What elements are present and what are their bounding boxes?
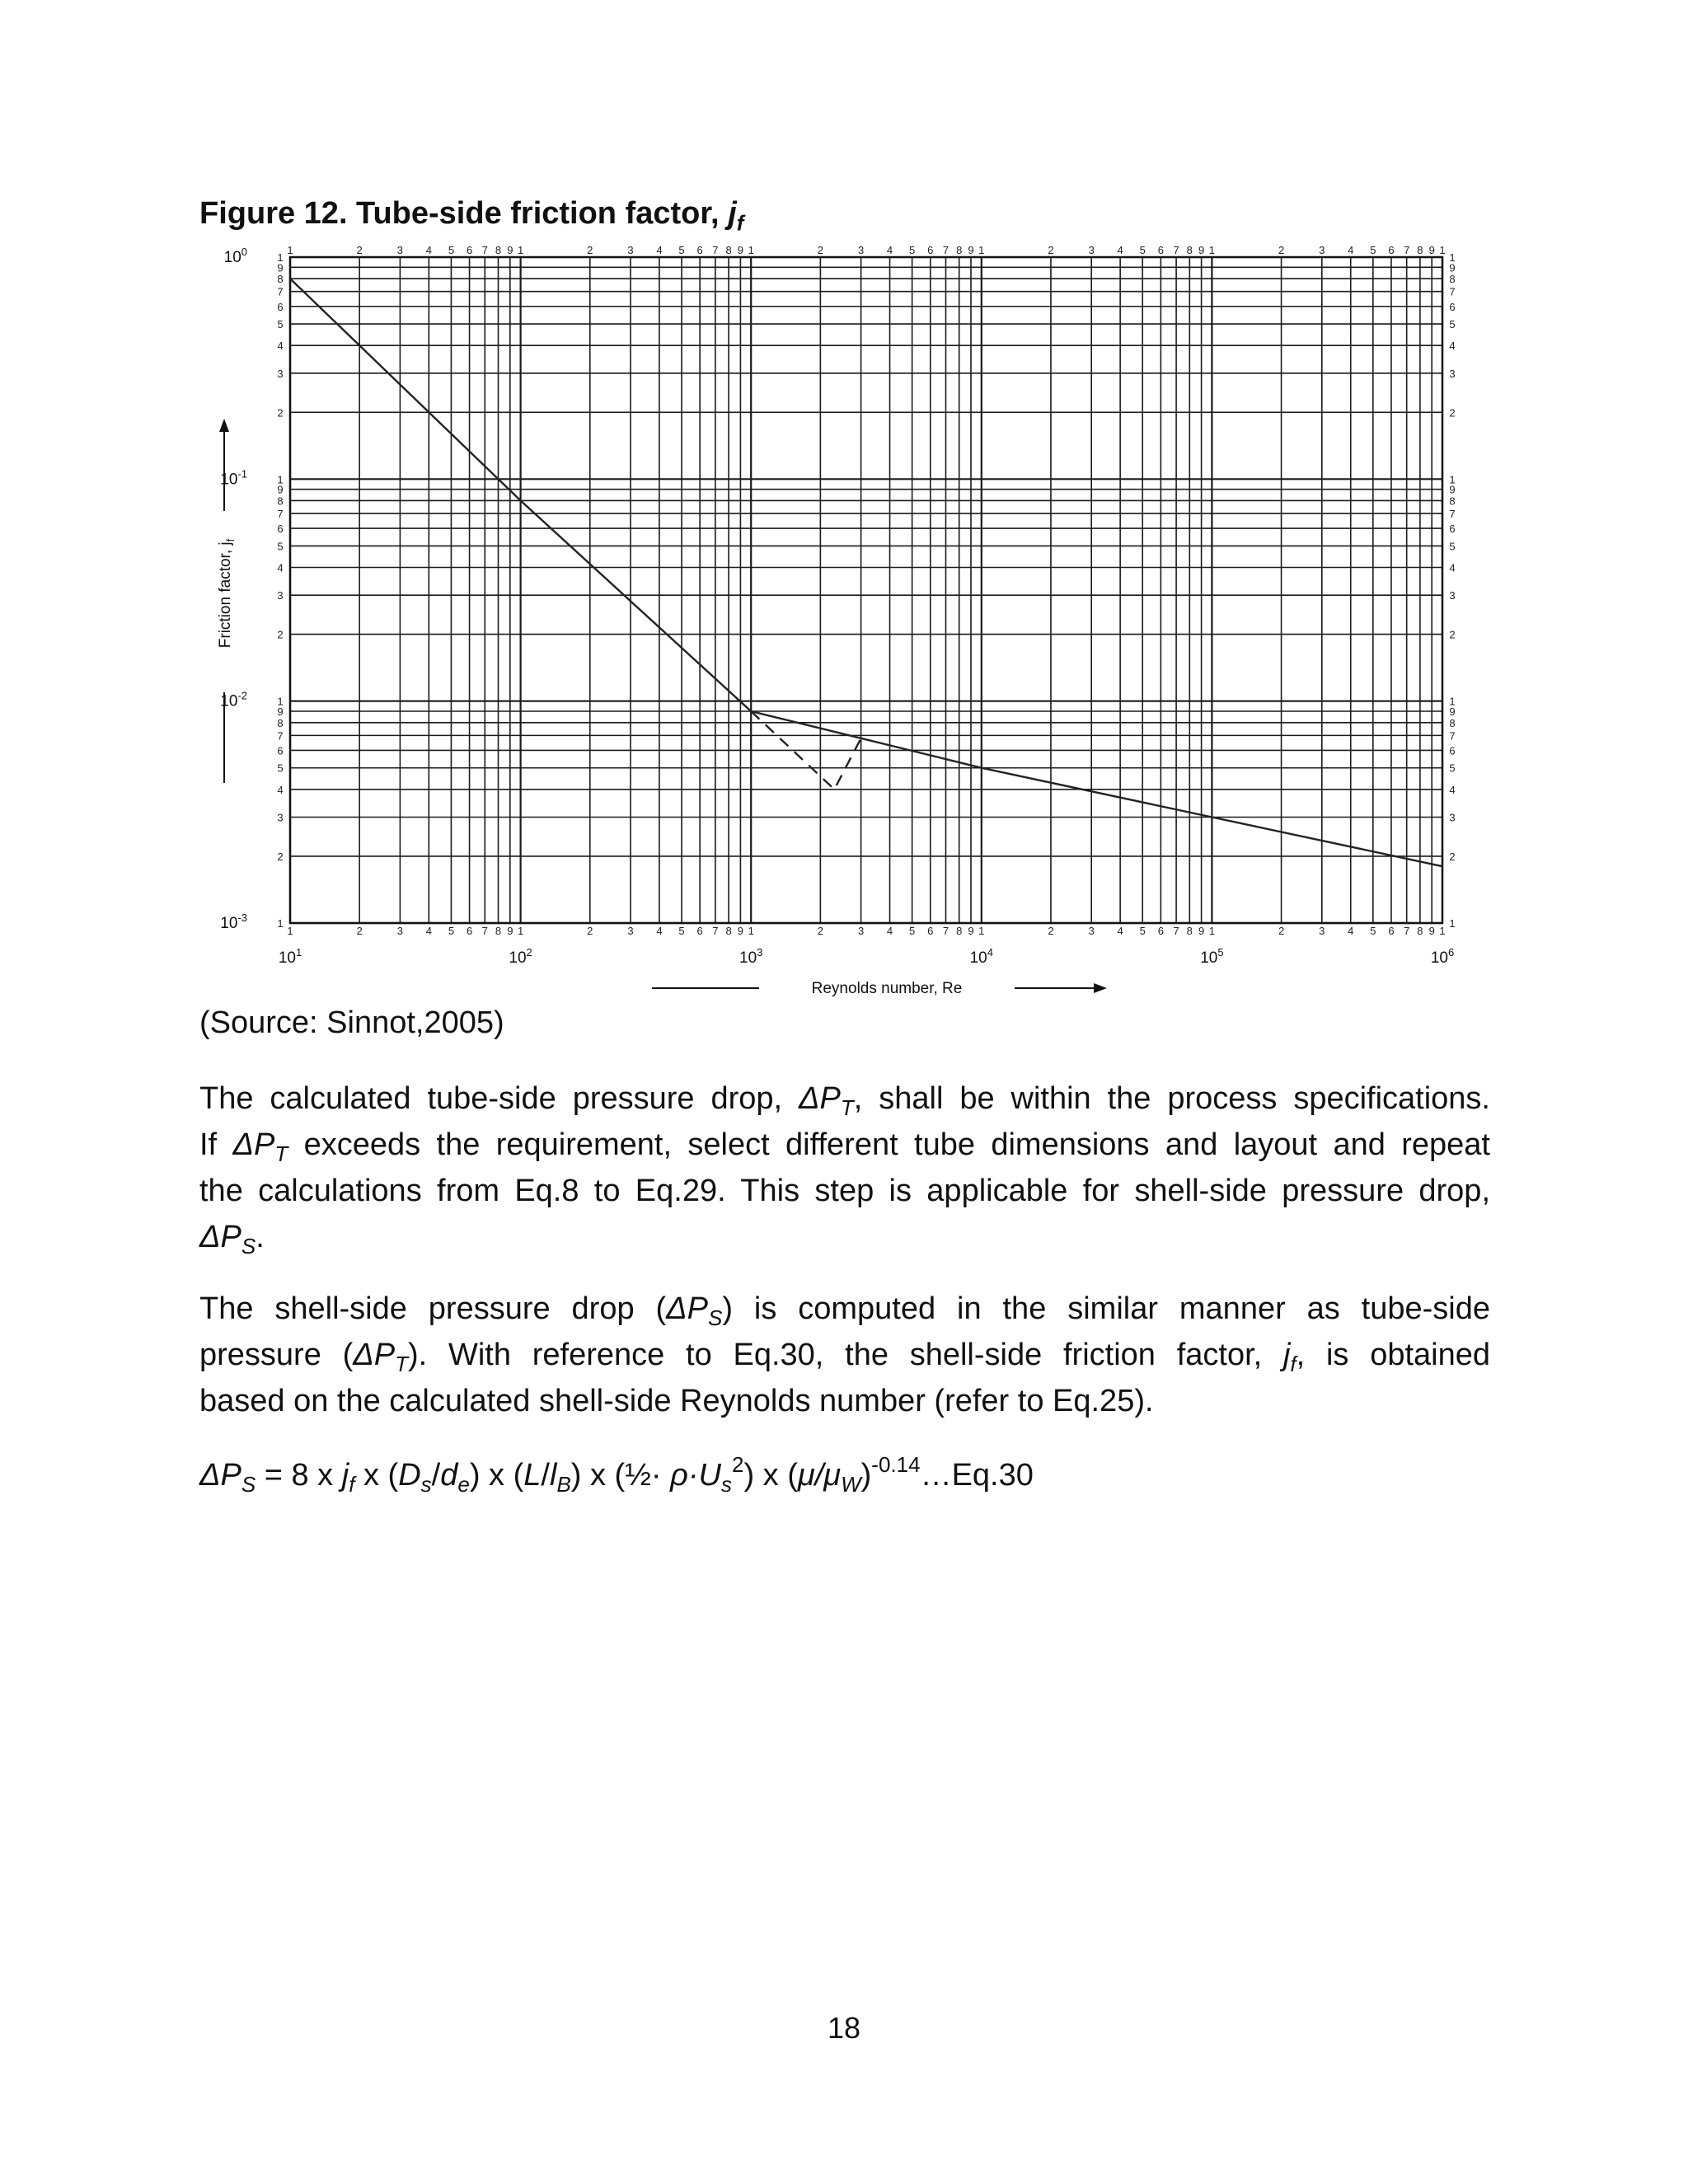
x-decade-label: $10^1$: [278, 946, 302, 967]
text-run: the calculations from Eq.8 to Eq.29. This step is applicable for shell-side pressure drop,: [199, 1174, 1490, 1208]
text-line: [199, 1332, 1490, 1378]
text-run: The calculated tube-side pressure drop,: [199, 1081, 799, 1116]
x-minor-tick-label-bottom: 9: [507, 925, 513, 937]
y-decade-label: $10^{-2}$: [220, 689, 247, 710]
y-minor-tick-label-left: 8: [277, 273, 284, 286]
x-minor-tick-label-top: 3: [396, 244, 404, 256]
text-run: T: [395, 1352, 408, 1376]
equation-term: B: [556, 1472, 571, 1497]
x-minor-tick-label-top: 8: [725, 244, 732, 256]
x-decade-label: $10^5$: [1200, 946, 1224, 967]
y-minor-tick-label-left: 3: [277, 367, 284, 380]
text-run: ΔP: [799, 1081, 841, 1116]
x-minor-tick-label-top: 4: [1348, 244, 1354, 256]
x-minor-tick-label-bottom: 4: [1117, 925, 1123, 937]
x-minor-tick-label-top: 6: [1157, 244, 1164, 256]
x-minor-tick-label-top: 8: [1186, 244, 1193, 256]
y-minor-tick-label-left: 7: [277, 285, 284, 298]
x-minor-tick-label-top: 3: [1088, 244, 1095, 256]
y-minor-tick-label-right: 1: [1449, 251, 1456, 264]
x-minor-tick-label-bottom: 5: [909, 925, 916, 937]
y-minor-tick-label-left: 5: [277, 540, 284, 553]
y-minor-tick-label-left: 5: [277, 318, 284, 331]
equation-term: W: [841, 1472, 861, 1497]
x-minor-tick-label-top: 8: [495, 244, 502, 256]
y-minor-tick-label-left: 4: [277, 561, 284, 574]
x-minor-tick-label-bottom: 5: [1139, 925, 1146, 937]
x-minor-tick-label-top: 2: [817, 244, 823, 256]
text-run: based on the calculated shell-side Reynolds number (refer to Eq.25).: [199, 1384, 1154, 1418]
paragraph-2: [199, 1286, 1490, 1424]
x-minor-tick-label-bottom: 8: [495, 925, 502, 937]
x-minor-tick-label-bottom: 3: [1319, 925, 1325, 937]
x-minor-tick-label-top: 9: [968, 244, 974, 256]
y-minor-tick-label-right: 4: [1449, 561, 1456, 574]
x-minor-tick-label-top: 5: [1139, 244, 1146, 256]
x-minor-tick-label-bottom: 5: [678, 925, 685, 937]
x-minor-tick-label-top: 8: [956, 244, 963, 256]
y-minor-tick-label-left: 1: [277, 917, 284, 930]
equation-term: ρ·U: [670, 1458, 721, 1493]
x-minor-tick-label-top: 7: [1404, 244, 1410, 256]
equation-term: f: [349, 1472, 355, 1497]
text-run: T: [840, 1095, 854, 1120]
y-minor-tick-label-right: 4: [1449, 340, 1456, 353]
x-minor-tick-label-bottom: 7: [942, 925, 950, 937]
x-decade-label: $10^6$: [1430, 946, 1455, 967]
x-minor-tick-label-top: 4: [425, 244, 432, 256]
equation-term: S: [241, 1472, 256, 1497]
equation-term: = 8 x: [256, 1458, 342, 1493]
x-minor-tick-label-top: 7: [481, 244, 488, 256]
text-line: [199, 1122, 1490, 1168]
y-minor-tick-label-right: 9: [1449, 483, 1456, 496]
text-line: [199, 1378, 1490, 1424]
x-minor-tick-label-bottom: 8: [725, 925, 732, 937]
text-line: [199, 1076, 1490, 1122]
figure-source: (Source: Sinnot,2005): [199, 1005, 504, 1040]
x-minor-tick-label-top: 3: [857, 244, 865, 256]
y-minor-tick-label-left: 1: [277, 695, 284, 708]
text-run: ΔP: [232, 1127, 275, 1162]
y-axis-label: Friction factor, $j_f$: [217, 538, 237, 649]
y-minor-tick-label-left: 5: [277, 762, 284, 775]
text-run: ). With reference to Eq.30, the shell-side friction factor,: [408, 1338, 1283, 1372]
y-minor-tick-label-right: 8: [1449, 494, 1456, 508]
x-minor-tick-label-bottom: 6: [1157, 925, 1164, 937]
x-minor-tick-label-bottom: 3: [1088, 925, 1095, 937]
x-minor-tick-label-bottom: 1: [1439, 925, 1446, 937]
y-minor-tick-label-right: 3: [1449, 811, 1456, 824]
x-minor-tick-label-bottom: 6: [927, 925, 934, 937]
x-minor-tick-label-top: 2: [587, 244, 593, 256]
equation-term: ΔP: [199, 1458, 241, 1493]
figure-title: Figure 12. Tube-side friction factor, $j_f$: [199, 196, 744, 236]
x-minor-tick-label-bottom: 2: [587, 925, 593, 937]
figure-title-symbol: j: [728, 196, 737, 231]
x-minor-tick-label-top: 6: [466, 244, 473, 256]
y-minor-tick-label-left: 4: [277, 783, 284, 796]
x-minor-tick-label-bottom: 7: [1173, 925, 1179, 937]
y-minor-tick-label-right: 2: [1449, 850, 1456, 863]
y-axis-arrowhead: [219, 419, 229, 432]
x-minor-tick-label-bottom: 3: [857, 925, 865, 937]
x-minor-tick-label-bottom: 1: [287, 925, 293, 937]
y-minor-tick-label-right: 1: [1449, 917, 1456, 930]
x-minor-tick-label-bottom: 8: [1417, 925, 1423, 937]
x-minor-tick-label-top: 1: [287, 244, 293, 256]
x-minor-tick-label-bottom: 4: [656, 925, 663, 937]
equation-term: /: [541, 1458, 550, 1493]
x-minor-tick-label-top: 5: [909, 244, 916, 256]
equation-term: μ/μ: [797, 1458, 842, 1493]
x-minor-tick-label-bottom: 3: [627, 925, 634, 937]
x-minor-tick-label-top: 2: [1278, 244, 1285, 256]
y-minor-tick-label-right: 9: [1449, 705, 1456, 718]
y-minor-tick-label-left: 1: [277, 473, 284, 486]
friction-factor-chart: [198, 239, 1484, 1005]
x-minor-tick-label-bottom: 4: [886, 925, 893, 937]
text-run: S: [708, 1305, 723, 1330]
equation-term: j: [341, 1458, 349, 1493]
text-run: , is obtained: [1296, 1338, 1490, 1372]
text-run: If: [199, 1127, 233, 1162]
y-minor-tick-label-left: 8: [277, 494, 284, 508]
text-run: exceeds the requirement, select different tube dimensions and layout and repeat: [288, 1127, 1490, 1162]
text-run: .: [256, 1220, 265, 1254]
y-minor-tick-label-right: 5: [1449, 318, 1456, 331]
x-minor-tick-label-bottom: 6: [466, 925, 473, 937]
y-minor-tick-label-left: 6: [277, 523, 284, 536]
equation-term: ) x (: [469, 1458, 524, 1493]
plot-frame: [290, 257, 1442, 923]
equation-term: l: [549, 1458, 557, 1493]
x-minor-tick-label-top: 6: [696, 244, 703, 256]
equation-term: ) x (½·: [570, 1458, 671, 1493]
x-minor-tick-label-bottom: 7: [712, 925, 719, 937]
x-minor-tick-label-bottom: 2: [356, 925, 363, 937]
text-run: ΔP: [353, 1338, 396, 1372]
text-run: , shall be within the process specifications.: [853, 1081, 1490, 1116]
y-minor-tick-label-left: 3: [277, 811, 284, 824]
y-minor-tick-label-right: 8: [1449, 716, 1456, 729]
text-run: f: [1290, 1352, 1296, 1376]
y-minor-tick-label-right: 7: [1449, 508, 1456, 521]
y-minor-tick-label-right: 7: [1449, 729, 1456, 743]
figure-title-symbol-sub: f: [736, 210, 744, 236]
x-minor-tick-label-top: 1: [748, 244, 754, 256]
y-minor-tick-label-left: 7: [277, 729, 284, 743]
text-run: S: [241, 1234, 256, 1258]
x-minor-tick-label-bottom: 1: [748, 925, 754, 937]
x-minor-tick-label-top: 4: [656, 244, 663, 256]
x-minor-tick-label-top: 1: [1439, 244, 1446, 256]
x-minor-tick-label-top: 1: [978, 244, 985, 256]
text-run: T: [274, 1141, 288, 1166]
text-run: The shell-side pressure drop (: [199, 1291, 667, 1326]
y-minor-tick-label-left: 6: [277, 300, 284, 313]
x-minor-tick-label-top: 4: [1117, 244, 1123, 256]
y-minor-tick-label-left: 2: [277, 406, 284, 419]
y-minor-tick-label-right: 8: [1449, 273, 1456, 286]
x-minor-tick-label-top: 6: [927, 244, 934, 256]
x-minor-tick-label-bottom: 6: [1388, 925, 1395, 937]
equation-term: s: [420, 1472, 432, 1497]
x-decade-label: $10^4$: [969, 946, 993, 967]
y-minor-tick-label-right: 6: [1449, 523, 1456, 536]
x-minor-tick-label-bottom: 4: [1348, 925, 1354, 937]
x-decade-label: $10^3$: [739, 946, 763, 967]
y-minor-tick-label-left: 9: [277, 705, 284, 718]
x-minor-tick-label-bottom: 9: [968, 925, 974, 937]
y-minor-tick-label-left: 2: [277, 628, 284, 641]
x-minor-tick-label-bottom: 9: [737, 925, 744, 937]
x-minor-tick-label-top: 5: [678, 244, 685, 256]
x-minor-tick-label-bottom: 2: [1278, 925, 1285, 937]
x-axis-label: Reynolds number, Re: [811, 980, 963, 997]
y-minor-tick-label-right: 3: [1449, 589, 1456, 602]
equation-term: 2: [731, 1452, 744, 1477]
y-minor-tick-label-left: 9: [277, 483, 284, 496]
equation-term: L: [523, 1458, 542, 1493]
y-minor-tick-label-right: 3: [1449, 367, 1456, 380]
y-decade-label: $10^{-1}$: [220, 467, 247, 489]
y-minor-tick-label-right: 1: [1449, 695, 1456, 708]
x-minor-tick-label-top: 7: [1173, 244, 1179, 256]
x-minor-tick-label-bottom: 5: [1370, 925, 1376, 937]
y-minor-tick-label-left: 1: [277, 251, 284, 264]
x-minor-tick-label-top: 9: [737, 244, 744, 256]
y-minor-tick-label-left: 4: [277, 340, 284, 353]
y-minor-tick-label-right: 6: [1449, 744, 1456, 757]
friction-factor-line: [290, 279, 1442, 866]
y-minor-tick-label-right: 7: [1449, 285, 1456, 298]
equation-term: ): [860, 1458, 872, 1493]
x-minor-tick-label-top: 3: [627, 244, 634, 256]
y-minor-tick-label-left: 9: [277, 261, 284, 274]
x-minor-tick-label-bottom: 1: [517, 925, 524, 937]
x-minor-tick-label-top: 7: [712, 244, 719, 256]
x-minor-tick-label-bottom: 1: [978, 925, 985, 937]
y-minor-tick-label-left: 3: [277, 589, 284, 602]
equation-term: d: [440, 1458, 458, 1493]
x-minor-tick-label-top: 1: [517, 244, 524, 256]
y-minor-tick-label-left: 7: [277, 508, 284, 521]
equation-term: ) x (: [743, 1458, 798, 1493]
x-minor-tick-label-bottom: 3: [396, 925, 404, 937]
y-minor-tick-label-right: 2: [1449, 628, 1456, 641]
x-axis-arrowhead: [1094, 983, 1107, 993]
y-minor-tick-label-left: 6: [277, 744, 284, 757]
x-minor-tick-label-bottom: 6: [696, 925, 703, 937]
x-minor-tick-label-bottom: 4: [425, 925, 432, 937]
y-minor-tick-label-right: 5: [1449, 762, 1456, 775]
x-minor-tick-label-bottom: 7: [481, 925, 488, 937]
y-decade-label: $10^{-3}$: [220, 912, 247, 932]
text-run: ΔP: [199, 1220, 241, 1254]
equation-term: e: [457, 1472, 470, 1497]
text-run: ΔP: [666, 1291, 708, 1326]
y-minor-tick-label-right: 2: [1449, 406, 1456, 419]
equation-term: /: [431, 1458, 441, 1493]
y-minor-tick-label-right: 6: [1449, 300, 1456, 313]
y-decade-label: $10^0$: [223, 246, 247, 266]
y-minor-tick-label-right: 1: [1449, 473, 1456, 486]
text-line: [199, 1286, 1490, 1332]
x-minor-tick-label-bottom: 9: [1198, 925, 1205, 937]
y-minor-tick-label-right: 4: [1449, 783, 1456, 796]
text-run: ) is computed in the similar manner as tube-side: [722, 1291, 1490, 1326]
x-minor-tick-label-top: 2: [1048, 244, 1054, 256]
x-minor-tick-label-bottom: 8: [1186, 925, 1193, 937]
equation-term: D: [398, 1458, 421, 1493]
page-number: 18: [827, 2011, 861, 2045]
x-minor-tick-label-bottom: 7: [1404, 925, 1410, 937]
x-minor-tick-label-top: 5: [448, 244, 455, 256]
x-minor-tick-label-bottom: 9: [1428, 925, 1435, 937]
y-minor-tick-label-right: 5: [1449, 540, 1456, 553]
x-minor-tick-label-top: 9: [507, 244, 513, 256]
text-run: j: [1282, 1338, 1291, 1372]
x-minor-tick-label-top: 3: [1319, 244, 1325, 256]
x-minor-tick-label-top: 1: [1208, 244, 1216, 256]
equation-term: -0.14: [871, 1452, 921, 1477]
x-minor-tick-label-top: 9: [1428, 244, 1435, 256]
equation-term: x (: [354, 1458, 399, 1493]
equation-30: [199, 1452, 1034, 1497]
text-run: pressure (: [199, 1338, 354, 1372]
paragraph-1: [199, 1076, 1490, 1260]
text-line: [199, 1168, 1490, 1214]
x-minor-tick-label-top: 8: [1417, 244, 1423, 256]
equation-term: …Eq.30: [920, 1458, 1034, 1493]
x-minor-tick-label-top: 2: [356, 244, 363, 256]
x-minor-tick-label-bottom: 8: [956, 925, 963, 937]
x-minor-tick-label-top: 5: [1370, 244, 1376, 256]
x-minor-tick-label-bottom: 1: [1208, 925, 1216, 937]
x-decade-label: $10^2$: [509, 946, 532, 967]
x-minor-tick-label-top: 6: [1388, 244, 1395, 256]
equation-term: s: [720, 1472, 732, 1497]
x-minor-tick-label-bottom: 2: [1048, 925, 1054, 937]
y-minor-tick-label-left: 8: [277, 716, 284, 729]
x-minor-tick-label-bottom: 2: [817, 925, 823, 937]
text-line: [199, 1214, 1490, 1260]
x-minor-tick-label-top: 9: [1198, 244, 1205, 256]
y-minor-tick-label-left: 2: [277, 850, 284, 863]
x-minor-tick-label-bottom: 5: [448, 925, 455, 937]
x-minor-tick-label-top: 7: [942, 244, 950, 256]
y-minor-tick-label-right: 9: [1449, 261, 1456, 274]
x-minor-tick-label-top: 4: [886, 244, 893, 256]
